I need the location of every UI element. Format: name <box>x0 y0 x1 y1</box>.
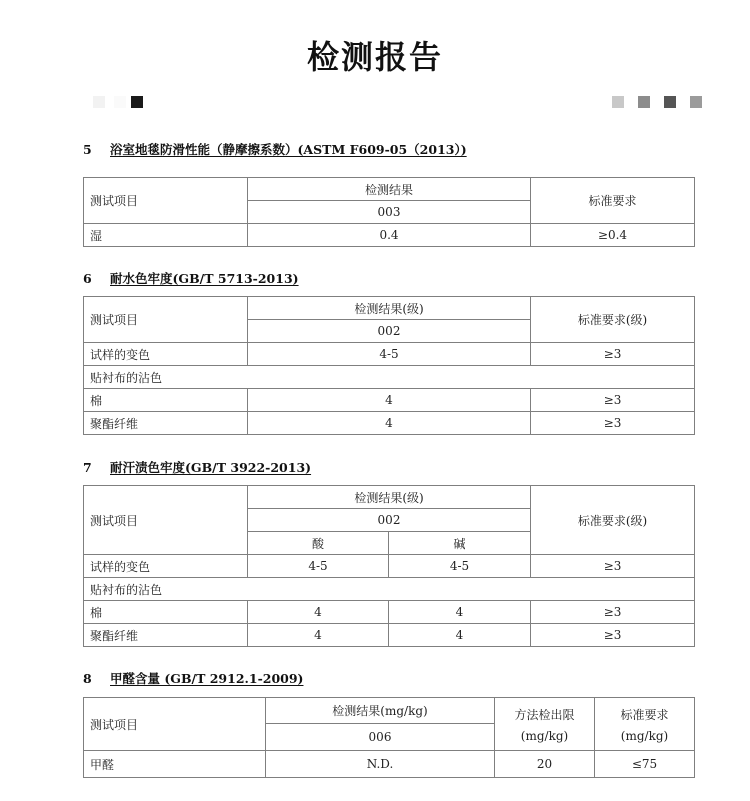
header-result: 检测结果(mg/kg) <box>266 698 495 724</box>
header-result: 检测结果 <box>248 178 531 201</box>
row-limit: 20 <box>495 751 595 778</box>
header-acid: 酸 <box>248 532 389 555</box>
header-detection-limit-line2: (mg/kg) <box>520 728 569 743</box>
row-acid-value: 4-5 <box>248 555 389 578</box>
header-result: 检测结果(级) <box>248 486 531 509</box>
header-result: 检测结果(级) <box>248 297 531 320</box>
table-row <box>84 224 695 247</box>
header-standard-line1: 标准要求 <box>620 707 669 722</box>
row-standard: ≥3 <box>531 412 695 435</box>
row-label: 试样的变色 <box>84 343 248 366</box>
row-standard: ≥3 <box>531 601 695 624</box>
section-number: 5 <box>83 142 92 157</box>
header-detection-limit <box>495 698 595 751</box>
table-row <box>84 751 695 778</box>
row-standard: ≥0.4 <box>531 224 695 247</box>
row-label: 湿 <box>84 224 248 247</box>
row-label: 试样的变色 <box>84 555 248 578</box>
section-title: 耐汗渍色牢度(GB/T 3922-2013) <box>110 460 312 475</box>
row-standard: ≥3 <box>531 624 695 647</box>
scan-mark-right-4 <box>690 96 702 108</box>
header-alkali: 碱 <box>389 532 531 555</box>
report-title: 检测报告 <box>306 38 443 76</box>
sample-number: 002 <box>248 509 531 532</box>
scan-mark-right-2 <box>638 96 650 108</box>
row-label: 棉 <box>84 389 248 412</box>
scan-mark-left-1 <box>93 96 105 108</box>
header-test-item: 测试项目 <box>84 178 248 224</box>
scan-mark-left-2 <box>114 96 126 108</box>
row-standard: ≥3 <box>531 343 695 366</box>
sample-number: 002 <box>248 320 531 343</box>
row-value: 4 <box>248 389 531 412</box>
header-standard: 标准要求(级) <box>531 486 695 555</box>
sample-number: 003 <box>248 201 531 224</box>
table-row <box>84 343 695 366</box>
header-test-item: 测试项目 <box>84 486 248 555</box>
table-row <box>84 412 695 435</box>
row-acid-value: 4 <box>248 624 389 647</box>
row-label: 聚酯纤维 <box>84 624 248 647</box>
row-label: 甲醛 <box>84 751 266 778</box>
row-value: 0.4 <box>248 224 531 247</box>
section-number: 6 <box>83 271 92 286</box>
header-test-item: 测试项目 <box>84 698 266 751</box>
header-standard: 标准要求 <box>531 178 695 224</box>
row-value: N.D. <box>266 751 495 778</box>
row-alkali-value: 4 <box>389 601 531 624</box>
scan-mark-right-1 <box>612 96 624 108</box>
scan-mark-left-3 <box>131 96 143 108</box>
row-label: 棉 <box>84 601 248 624</box>
row-standard: ≥3 <box>531 389 695 412</box>
sample-number: 006 <box>266 724 495 751</box>
row-standard: ≥3 <box>531 555 695 578</box>
section-5-heading <box>83 140 467 158</box>
table-row <box>84 624 695 647</box>
header-standard <box>595 698 695 751</box>
header-test-item: 测试项目 <box>84 297 248 343</box>
row-alkali-value: 4 <box>389 624 531 647</box>
row-value: 4-5 <box>248 343 531 366</box>
slip-resistance-table <box>83 177 695 247</box>
header-standard-line2: (mg/kg) <box>620 728 669 743</box>
section-title: 耐水色牢度(GB/T 5713-2013) <box>110 271 299 286</box>
table-row <box>84 601 695 624</box>
header-standard: 标准要求(级) <box>531 297 695 343</box>
row-acid-value: 4 <box>248 601 389 624</box>
perspiration-fastness-table <box>83 485 695 647</box>
section-7-heading <box>83 458 311 476</box>
table-row <box>84 389 695 412</box>
row-alkali-value: 4-5 <box>389 555 531 578</box>
section-number: 8 <box>83 671 92 686</box>
scan-mark-right-3 <box>664 96 676 108</box>
row-standard: ≤75 <box>595 751 695 778</box>
table-row <box>84 366 695 389</box>
section-title: 甲醛含量 (GB/T 2912.1-2009) <box>110 671 304 686</box>
formaldehyde-table <box>83 697 695 778</box>
table-row <box>84 578 695 601</box>
row-label: 聚酯纤维 <box>84 412 248 435</box>
water-fastness-table <box>83 296 695 435</box>
row-value: 4 <box>248 412 531 435</box>
staining-label: 贴衬布的沾色 <box>84 578 695 601</box>
staining-label: 贴衬布的沾色 <box>84 366 695 389</box>
table-row <box>84 555 695 578</box>
section-number: 7 <box>83 460 92 475</box>
section-title: 浴室地毯防滑性能（静摩擦系数）(ASTM F609-05（2013）) <box>110 142 467 157</box>
section-8-heading <box>83 669 303 687</box>
header-detection-limit-line1: 方法检出限 <box>514 707 575 722</box>
section-6-heading <box>83 269 299 287</box>
